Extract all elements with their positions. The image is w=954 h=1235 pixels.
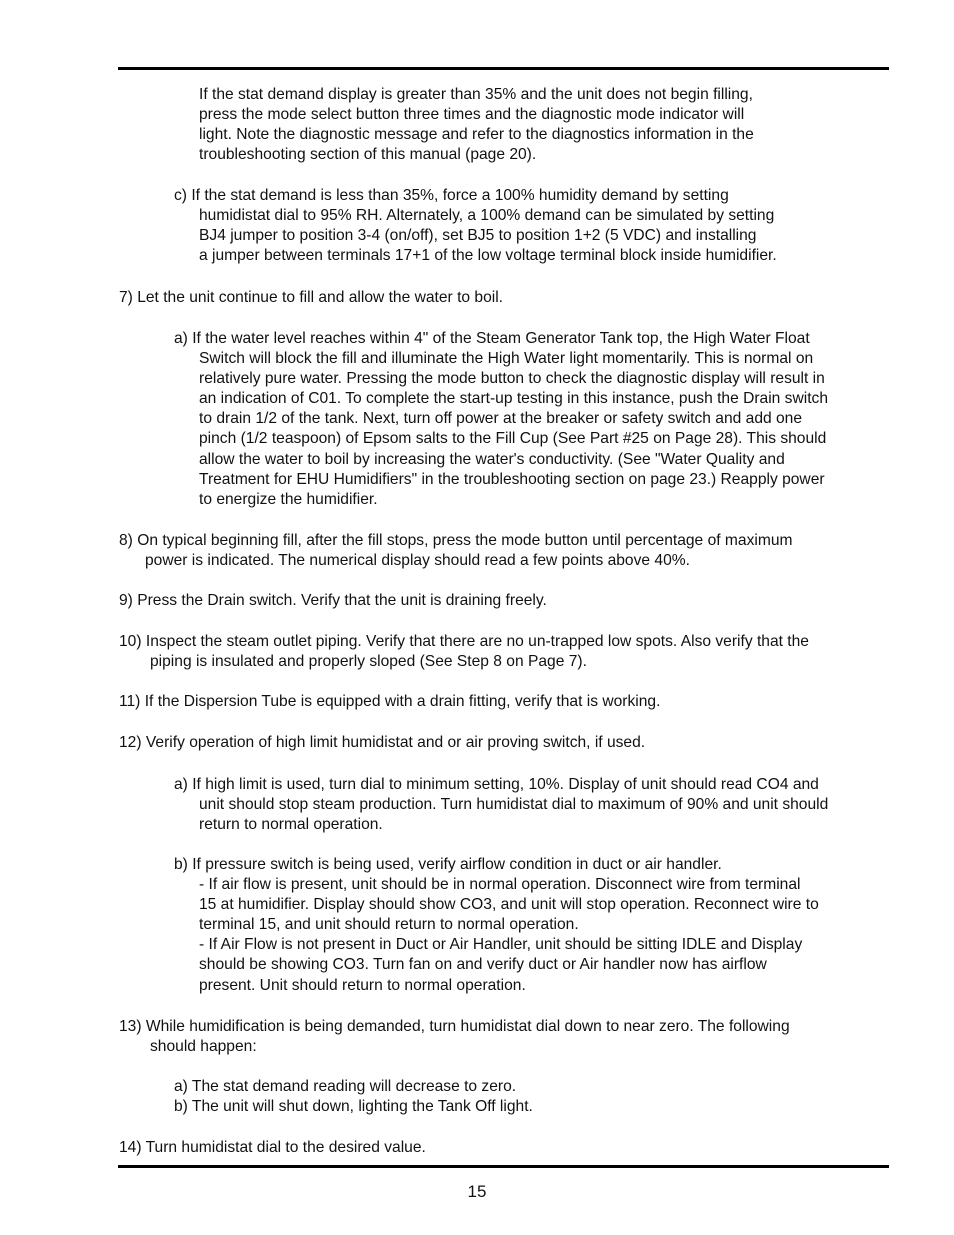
text-line: terminal 15, and unit should return to normal operation. <box>199 916 579 934</box>
text-line: 15 at humidifier. Display should show CO3, and unit will stop operation. Reconnect wire to <box>199 896 819 914</box>
text-line: return to normal operation. <box>199 816 383 834</box>
paragraph-stat-demand-continued <box>199 85 754 165</box>
text-line: 14) Turn humidistat dial to the desired value. <box>119 1139 426 1156</box>
step-8 <box>119 531 792 571</box>
step-12 <box>119 733 645 753</box>
text-line: should be showing CO3. Turn fan on and verify duct or Air handler now has airflow <box>199 956 767 974</box>
text-line: troubleshooting section of this manual (page 20). <box>199 146 537 164</box>
text-line: press the mode select button three times and the diagnostic mode indicator will <box>199 106 745 124</box>
text-line: a) The stat demand reading will decrease to zero. <box>174 1078 517 1095</box>
text-line: relatively pure water. Pressing the mode button to check the diagnostic display will result in <box>199 370 825 388</box>
step-11 <box>119 692 660 712</box>
text-line: 8) On typical beginning fill, after the fill stops, press the mode button until percentage of maximum <box>119 532 793 549</box>
text-line: 10) Inspect the steam outlet piping. Verify that there are no un-trapped low spots. Also verify that the <box>119 633 809 650</box>
text-line: humidistat dial to 95% RH. Alternately, a 100% demand can be simulated by setting <box>199 207 775 225</box>
text-line: a) If the water level reaches within 4" of the Steam Generator Tank top, the High Water Float <box>174 330 810 347</box>
text-line: pinch (1/2 teaspoon) of Epsom salts to the Fill Cup (See Part #25 on Page 28). This should <box>199 430 827 448</box>
text-line: present. Unit should return to normal operation. <box>199 976 526 994</box>
step-6c <box>174 186 777 266</box>
text-line: a) If high limit is used, turn dial to minimum setting, 10%. Display of unit should read CO4 and <box>174 776 819 793</box>
text-line: an indication of C01. To complete the start-up testing in this instance, push the Drain switch <box>199 390 829 408</box>
step-7 <box>119 288 503 308</box>
step-14 <box>119 1138 426 1158</box>
text-line: 9) Press the Drain switch. Verify that the unit is draining freely. <box>119 592 547 609</box>
text-line: light. Note the diagnostic message and refer to the diagnostics information in the <box>199 126 754 144</box>
text-line: 12) Verify operation of high limit humidistat and or air proving switch, if used. <box>119 734 646 751</box>
step-10 <box>119 632 809 672</box>
step-9 <box>119 591 547 611</box>
text-line: 11) If the Dispersion Tube is equipped with a drain fitting, verify that is working. <box>119 693 661 710</box>
text-line: a jumper between terminals 17+1 of the low voltage terminal block inside humidifier. <box>199 247 777 265</box>
text-line: power is indicated. The numerical display should read a few points above 40%. <box>145 552 690 570</box>
text-line: piping is insulated and properly sloped (See Step 8 on Page 7). <box>150 653 587 671</box>
text-line: b) The unit will shut down, lighting the Tank Off light. <box>174 1098 533 1116</box>
step-7a <box>174 329 828 510</box>
text-line: Switch will block the fill and illuminate the High Water light momentarily. This is normal on <box>199 350 814 368</box>
text-line: unit should stop steam production. Turn humidistat dial to maximum of 90% and unit should <box>199 796 829 814</box>
text-line: 13) While humidification is being demanded, turn humidistat dial down to near zero. The following <box>119 1018 790 1035</box>
text-line: - If air flow is present, unit should be in normal operation. Disconnect wire from terminal <box>199 876 801 894</box>
text-line: - If Air Flow is not present in Duct or Air Handler, unit should be sitting IDLE and Display <box>199 936 803 954</box>
step-13 <box>119 1017 790 1057</box>
text-line: should happen: <box>150 1038 257 1056</box>
top-rule <box>118 67 889 70</box>
text-line: b) If pressure switch is being used, verify airflow condition in duct or air handler. <box>174 856 722 873</box>
text-line: to drain 1/2 of the tank. Next, turn off power at the breaker or safety switch and add one <box>199 410 803 428</box>
step-12b <box>174 855 819 996</box>
page-number: 15 <box>467 1182 487 1201</box>
text-line: c) If the stat demand is less than 35%, force a 100% humidity demand by setting <box>174 187 729 204</box>
text-line: 7) Let the unit continue to fill and allow the water to boil. <box>119 289 504 306</box>
text-line: allow the water to boil by increasing the water's conductivity. (See "Water Quality and <box>199 450 785 468</box>
text-line: to energize the humidifier. <box>199 490 378 508</box>
step-12a <box>174 775 828 835</box>
bottom-rule <box>118 1165 889 1168</box>
step-13-substeps <box>174 1077 533 1117</box>
text-line: Treatment for EHU Humidifiers" in the troubleshooting section on page 23.) Reapply power <box>199 470 825 488</box>
text-line: If the stat demand display is greater than 35% and the unit does not begin filling, <box>199 86 753 103</box>
text-line: BJ4 jumper to position 3-4 (on/off), set BJ5 to position 1+2 (5 VDC) and installing <box>199 227 757 245</box>
